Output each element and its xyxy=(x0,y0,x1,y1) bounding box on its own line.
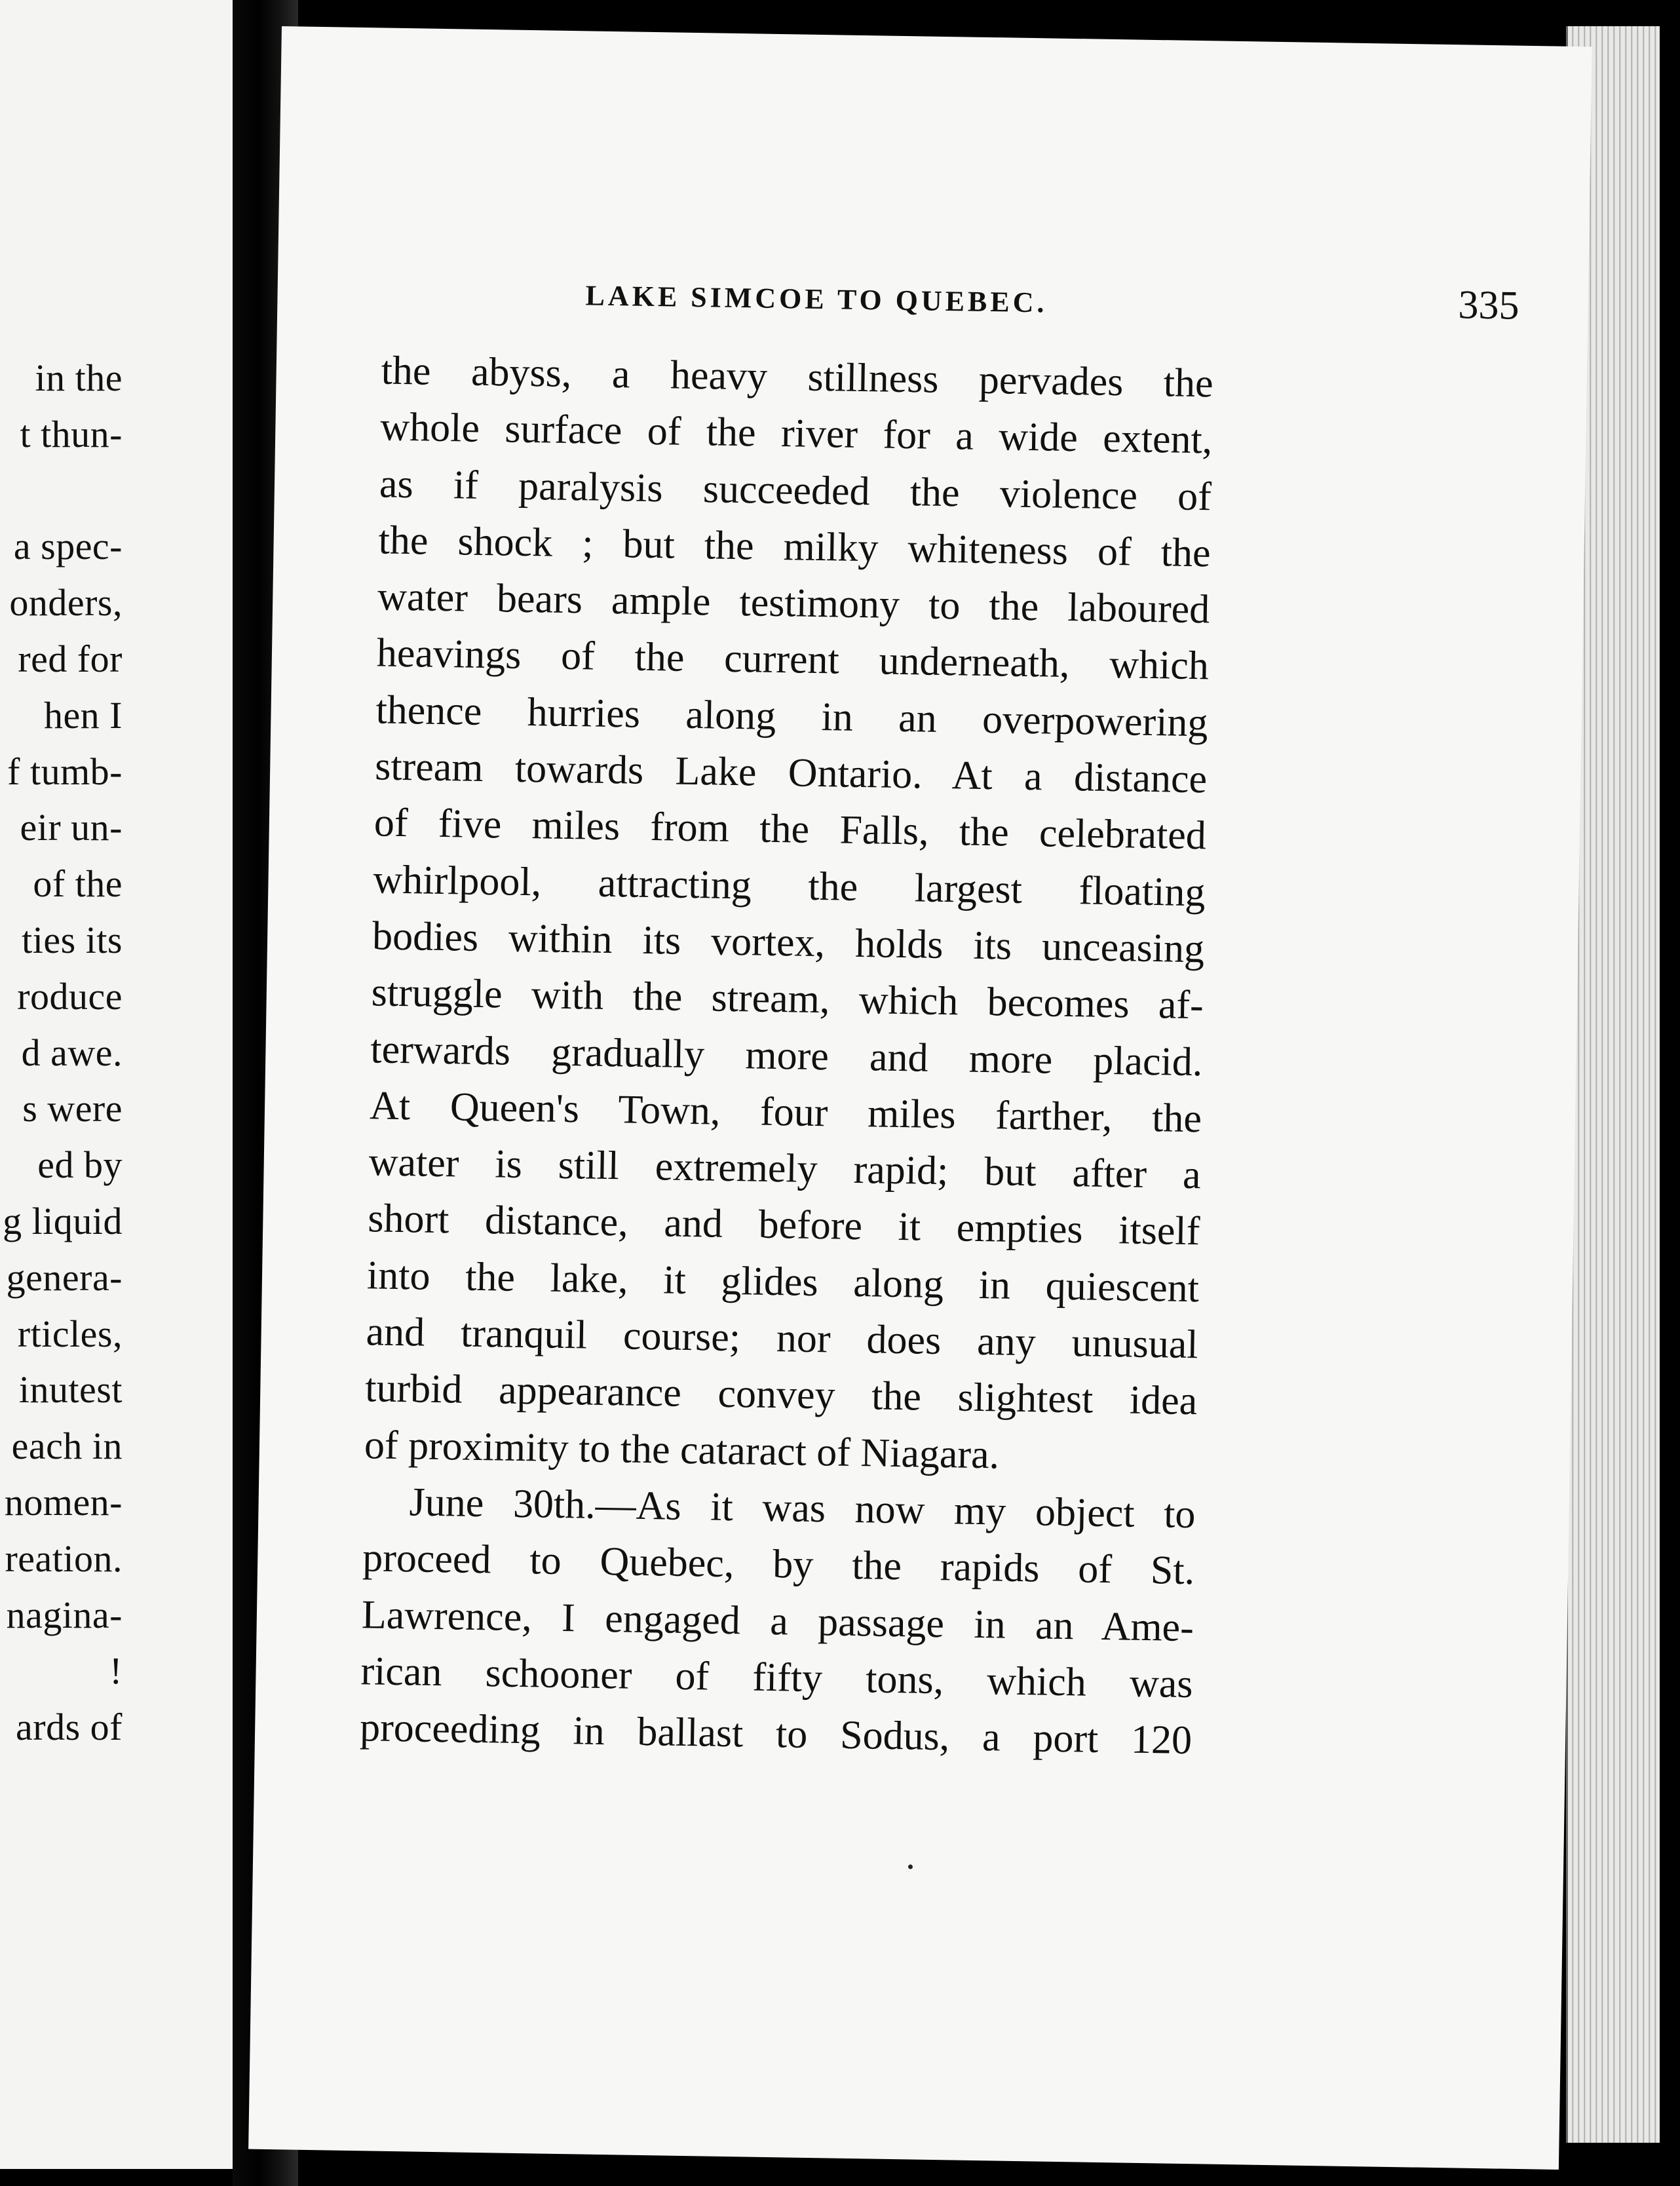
left-line: roduce xyxy=(17,974,123,1018)
left-line: eir un- xyxy=(20,806,123,849)
left-line: each in xyxy=(11,1425,123,1468)
left-line: t thun- xyxy=(20,412,123,455)
text-line: whole surface of the river for a wide extent, xyxy=(379,404,1213,463)
left-line: ed by xyxy=(37,1143,123,1187)
text-line: bodies within its vortex, holds its unceasing xyxy=(372,913,1205,972)
left-line: in the xyxy=(35,356,123,399)
left-line: nomen- xyxy=(4,1480,123,1524)
text-line: heavings of the current underneath, which xyxy=(376,630,1210,689)
text-line: the abyss, a heavy stillness pervades the xyxy=(381,348,1214,406)
text-line: June 30th.—As it was now my object to xyxy=(409,1480,1196,1537)
text-line: At Queen's Town, four miles farther, the xyxy=(369,1083,1202,1141)
text-line: and tranquil course; nor does any unusual xyxy=(366,1309,1199,1368)
left-line: s were xyxy=(22,1087,123,1130)
text-line: Lawrence, I engaged a passage in an Ame- xyxy=(361,1592,1194,1650)
text-line: stream towards Lake Ontario. At a distance xyxy=(374,744,1208,802)
text-line: struggle with the stream, which becomes af- xyxy=(371,970,1204,1028)
text-line: into the lake, it glides along in quiescent xyxy=(366,1253,1200,1311)
right-page xyxy=(248,26,1592,2170)
left-line: genera- xyxy=(6,1256,123,1299)
left-line: ards of xyxy=(16,1706,123,1749)
text-line: proceed to Quebec, by the rapids of St. xyxy=(362,1535,1195,1594)
left-line: nagina- xyxy=(6,1593,123,1636)
text-line: proceeding in ballast to Sodus, a port 120 xyxy=(359,1705,1193,1763)
text-line: terwards gradually more and more placid. xyxy=(370,1026,1203,1084)
left-line: hen I xyxy=(43,693,123,737)
left-page xyxy=(0,0,233,2169)
text-line: the shock ; but the milky whiteness of the xyxy=(378,518,1212,576)
left-line: ties its xyxy=(22,918,123,961)
text-line: turbid appearance convey the slightest idea xyxy=(364,1366,1198,1424)
left-line: f tumb- xyxy=(7,750,123,793)
left-line: a spec- xyxy=(13,525,123,568)
left-line: reation. xyxy=(5,1537,123,1580)
left-line: rticles, xyxy=(17,1312,123,1355)
left-line: g liquid xyxy=(3,1199,123,1242)
page-header xyxy=(585,260,1519,340)
body-text xyxy=(360,342,1214,1769)
left-line: d awe. xyxy=(21,1031,123,1074)
text-line: rican schooner of fifty tons, which was xyxy=(360,1649,1193,1706)
left-line: of the xyxy=(33,862,123,906)
text-line: water bears ample testimony to the laboured xyxy=(377,574,1210,632)
left-line: onders, xyxy=(9,581,123,624)
left-line: red for xyxy=(18,637,123,680)
text-line: of proximity to the cataract of Niagara. xyxy=(364,1422,1000,1478)
text-line: water is still extremely rapid; but after a xyxy=(368,1140,1202,1198)
left-page-text xyxy=(0,350,123,1755)
text-line: thence hurries along in an overpowering xyxy=(375,687,1209,746)
left-line: ! xyxy=(109,1649,123,1693)
ink-speck xyxy=(908,1864,913,1869)
text-line: short distance, and before it empties itself xyxy=(367,1196,1200,1254)
left-line xyxy=(0,463,123,519)
left-line: inutest xyxy=(18,1368,123,1411)
text-line: of five miles from the Falls, the celebrated xyxy=(373,800,1207,858)
text-line: whirlpool, attracting the largest floating xyxy=(373,857,1206,915)
text-line: as if paralysis succeeded the violence of xyxy=(379,461,1212,519)
page-number: 335 xyxy=(1458,282,1520,328)
running-head: LAKE SIMCOE TO QUEBEC. xyxy=(585,279,1048,319)
